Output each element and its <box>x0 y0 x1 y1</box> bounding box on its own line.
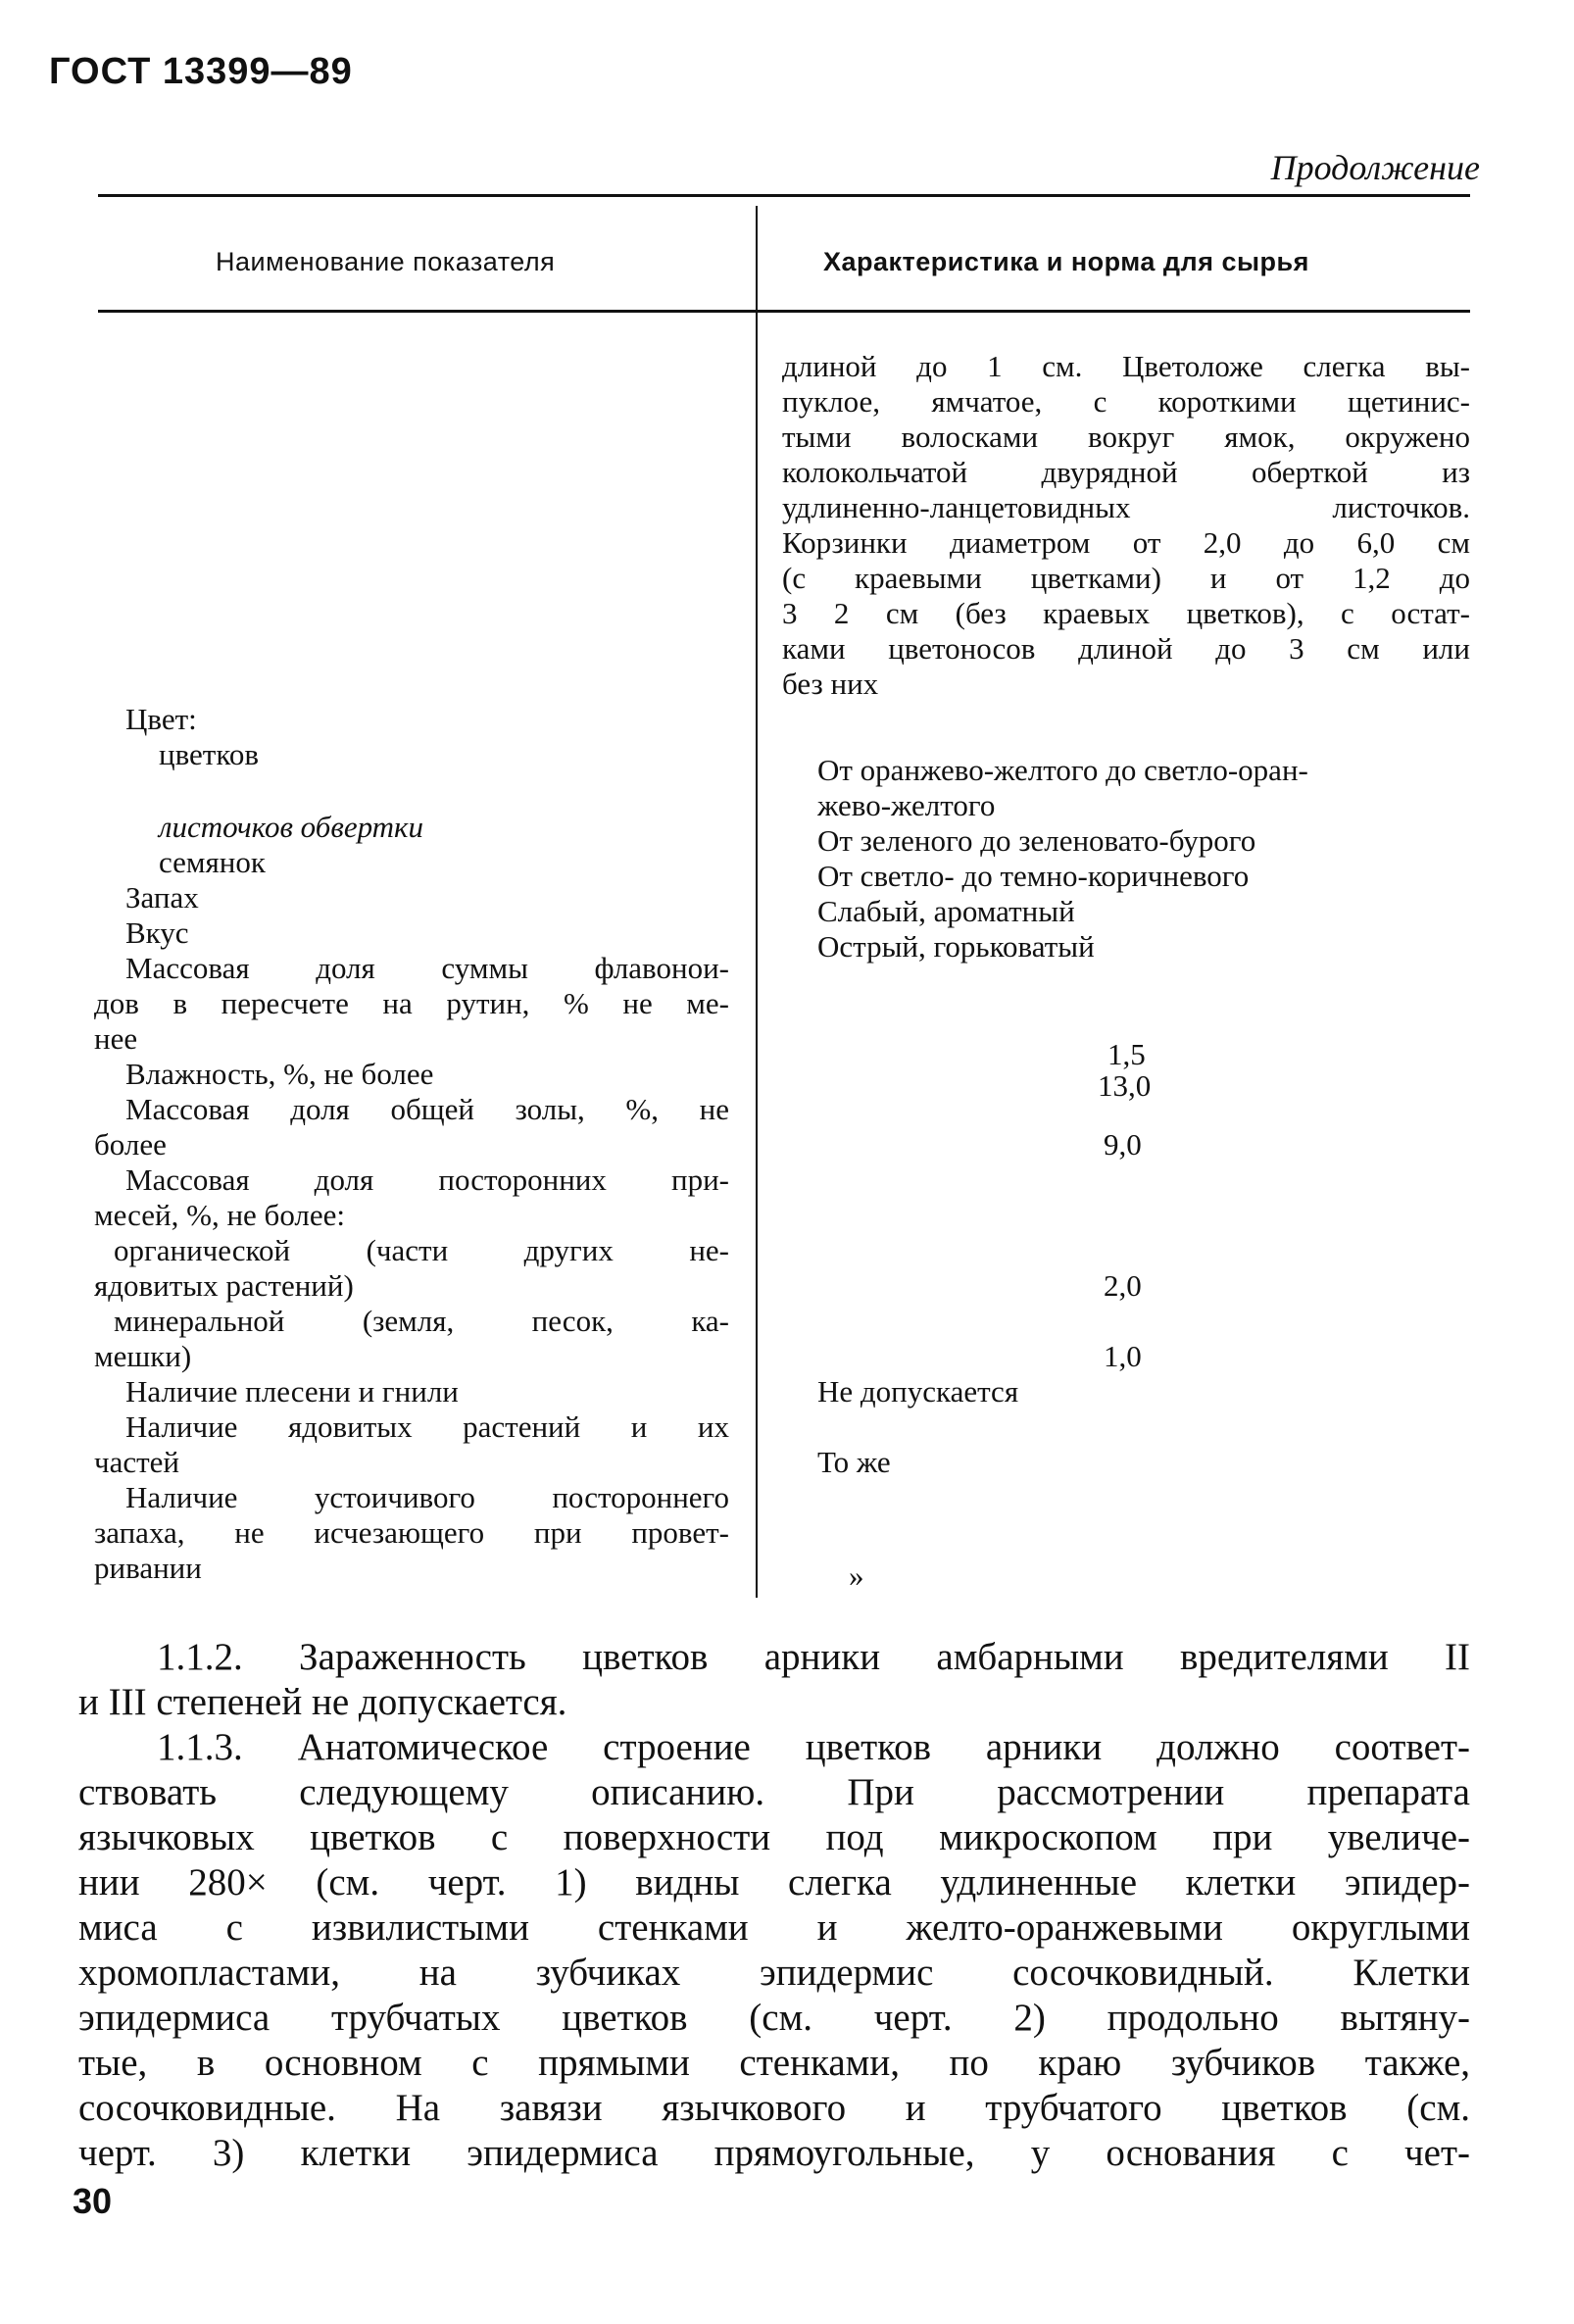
smell-label: Запах <box>125 880 199 915</box>
ash-label: более <box>94 1127 167 1162</box>
organic-value: 2,0 <box>1104 1268 1142 1303</box>
flavonoids-label: Массовая доля суммы флавонои- <box>125 951 729 985</box>
foreign-odor-value: » <box>849 1558 864 1593</box>
column-header-characteristic: Характеристика и норма для сырья <box>823 247 1309 276</box>
moisture-value: 13,0 <box>1098 1068 1152 1103</box>
description-line: тыми волосками вокруг ямок, окружено <box>782 420 1470 454</box>
taste-value: Острый, горьковатый <box>817 929 1095 964</box>
flowers-color-value: жево-желтого <box>817 788 996 822</box>
description-line: пуклое, ямчатое, с короткими щетинис- <box>782 384 1470 419</box>
impurities-label: месей, %, не более: <box>94 1198 346 1232</box>
description-line: без них <box>782 667 879 701</box>
foreign-odor-label: Наличие устоичивого постороннего <box>125 1480 729 1514</box>
moisture-label: Влажность, %, не более <box>125 1057 434 1091</box>
foreign-odor-label: ривании <box>94 1551 202 1585</box>
table-top-rule <box>98 194 1470 197</box>
flowers-color-label: цветков <box>159 737 259 771</box>
paragraph-line: 1.1.3. Анатомическое строение цветков арники должно соответ- <box>157 1726 1470 1768</box>
mold-label: Наличие плесени и гнили <box>125 1374 459 1409</box>
impurities-label: Массовая доля посторонних при- <box>125 1162 729 1197</box>
description-line: 3 2 см (без краевых цветков), с остат- <box>782 596 1470 630</box>
color-label: Цвет: <box>125 702 197 736</box>
table-column-divider <box>756 206 758 1598</box>
leaves-color-label: листочков обвертки <box>159 810 424 844</box>
organic-label: органической (части других не- <box>114 1233 729 1267</box>
seeds-color-label: семянок <box>159 845 266 879</box>
organic-label: ядовитых растений) <box>94 1268 354 1303</box>
description-line: Корзинки диаметром от 2,0 до 6,0 см <box>782 525 1470 560</box>
seeds-color-value: От светло- до темно-коричневого <box>817 859 1250 893</box>
paragraph-line: миса с извилистыми стенками и желто-оранжевыми округлыми <box>78 1906 1470 1949</box>
ash-label: Массовая доля общей золы, %, не <box>125 1092 729 1126</box>
column-header-indicator: Наименование показателя <box>216 247 556 276</box>
description-line: удлиненно-ланцетовидных листочков. <box>782 490 1470 524</box>
ash-value: 9,0 <box>1104 1127 1142 1162</box>
table-header-rule <box>98 310 1470 313</box>
flavonoids-label: дов в пересчете на рутин, % не ме- <box>94 986 729 1020</box>
poisonous-plants-label: частей <box>94 1445 180 1479</box>
paragraph-line: ствовать следующему описанию. При рассмотрении препарата <box>78 1771 1470 1813</box>
mineral-label: мешки) <box>94 1339 192 1373</box>
paragraph-line: сосочковидные. На завязи язычкового и трубчатого цветков (см. <box>78 2087 1470 2129</box>
paragraph-line: язычковых цветков с поверхности под микроскопом при увеличе- <box>78 1816 1470 1858</box>
flowers-color-value: От оранжево-желтого до светло-оран- <box>817 753 1308 787</box>
mineral-label: минеральной (земля, песок, ка- <box>114 1304 729 1338</box>
foreign-odor-label: запаха, не исчезающего при провет- <box>94 1515 729 1550</box>
poisonous-plants-label: Наличие ядовитых растений и их <box>125 1409 729 1444</box>
flavonoids-value: 1,5 <box>1107 1037 1146 1071</box>
continuation-label: Продолжение <box>1270 148 1480 187</box>
paragraph-line: и III степеней не допускается. <box>78 1681 567 1723</box>
description-line: (с краевыми цветками) и от 1,2 до <box>782 561 1470 595</box>
flavonoids-label: нее <box>94 1021 138 1056</box>
document-code: ГОСТ 13399—89 <box>49 51 353 92</box>
poisonous-plants-value: То же <box>817 1445 891 1479</box>
description-line: длиной до 1 см. Цветоложе слегка вы- <box>782 349 1470 383</box>
smell-value: Слабый, ароматный <box>817 894 1075 928</box>
taste-label: Вкус <box>125 915 189 950</box>
paragraph-line: черт. 3) клетки эпидермиса прямоугольные, у основания с чет- <box>78 2132 1470 2174</box>
mineral-value: 1,0 <box>1104 1339 1142 1373</box>
description-line: колокольчатой двурядной оберткой из <box>782 455 1470 489</box>
paragraph-line: эпидермиса трубчатых цветков (см. черт. 2) продольно вытяну- <box>78 1997 1470 2039</box>
description-line: ками цветоносов длиной до 3 см или <box>782 631 1470 666</box>
paragraph-line: нии 280× (см. черт. 1) видны слегка удлиненные клетки эпидер- <box>78 1861 1470 1904</box>
paragraph-line: хромопластами, на зубчиках эпидермис сосочковидный. Клетки <box>78 1952 1470 1994</box>
paragraph-line: 1.1.2. Зараженность цветков арники амбарными вредителями II <box>157 1636 1470 1678</box>
paragraph-line: тые, в основном с прямыми стенками, по краю зубчиков также, <box>78 2042 1470 2084</box>
page-number: 30 <box>73 2181 113 2221</box>
leaves-color-value: От зеленого до зеленовато-бурого <box>817 823 1256 858</box>
mold-value: Не допускается <box>817 1374 1019 1409</box>
